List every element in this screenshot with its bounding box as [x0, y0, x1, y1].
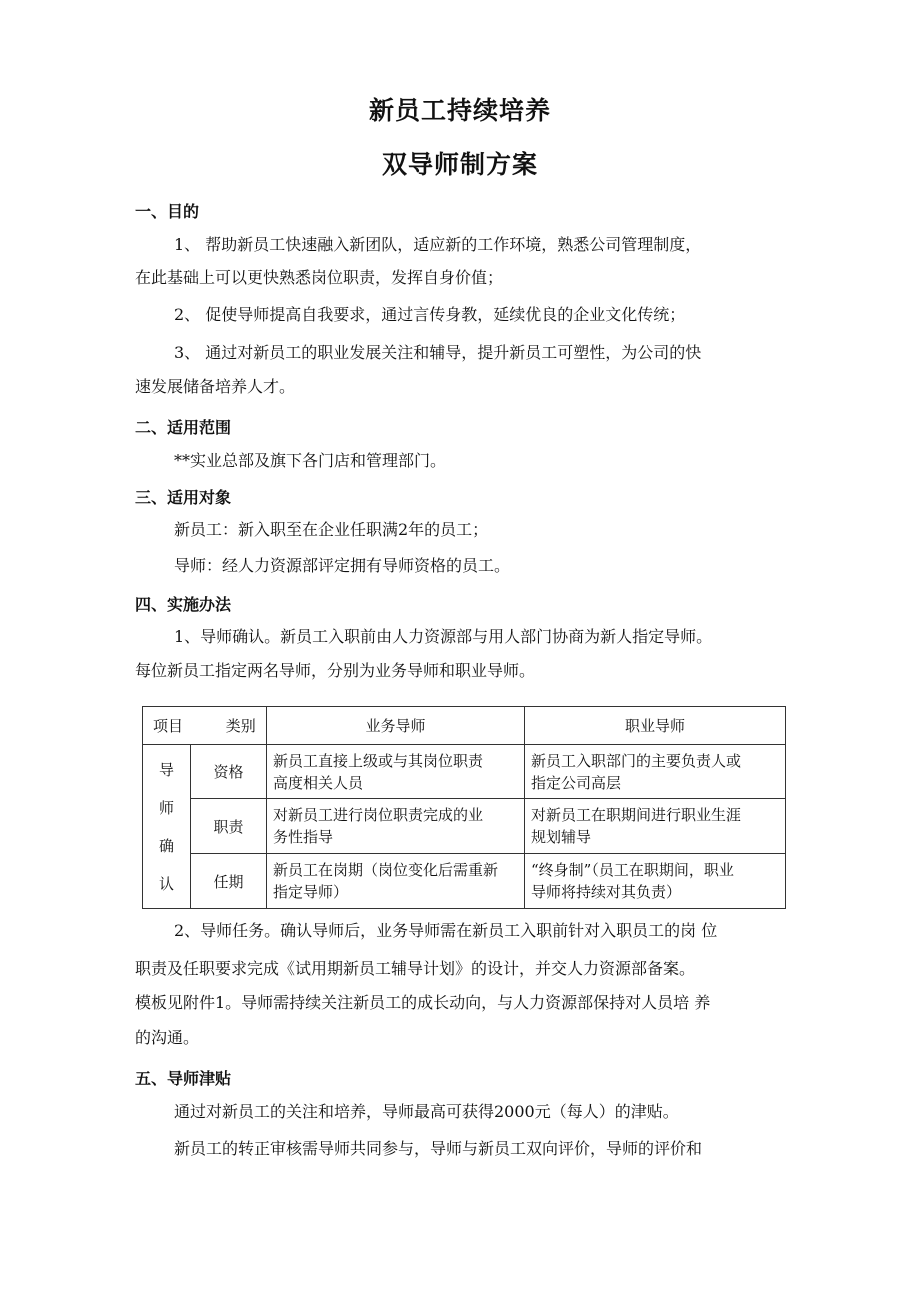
career-qualification	[525, 745, 786, 799]
cell-line: 高度相关人员	[273, 773, 364, 792]
table-row	[143, 799, 786, 854]
row-label-qualification: 资格	[191, 745, 267, 799]
career-term	[525, 854, 786, 909]
purpose-item-3-line-2: 速发展储备培养人才。	[135, 377, 296, 396]
section-heading-allowance: 五、导师津贴	[135, 1069, 232, 1088]
table-row	[143, 854, 786, 909]
purpose-item-1-line-1: 1、 帮助新员工快速融入新团队，适应新的工作环境，熟悉公司管理制度，	[174, 235, 702, 254]
section-heading-method: 四、实施办法	[135, 595, 232, 614]
cell-line: 规划辅导	[531, 828, 592, 846]
method-p2-line-4: 的沟通。	[135, 1028, 200, 1047]
method-p2-line-2: 职责及任职要求完成《试用期新员工辅导计划》的设计，并交人力资源部备案。	[135, 959, 696, 978]
cell-line: 新员工入职部门的主要负责人或	[531, 751, 742, 770]
scope-text: **实业总部及旗下各门店和管理部门。	[174, 451, 447, 470]
group-label-mentor-confirm	[143, 745, 191, 909]
header-item-label: 项目	[153, 717, 184, 735]
group-char: 确	[158, 836, 174, 855]
target-new-employee: 新员工：新入职至在企业任职满2年的员工；	[174, 520, 489, 539]
section-heading-scope: 二、适用范围	[135, 418, 232, 437]
group-char: 认	[158, 874, 174, 893]
business-term	[267, 854, 525, 909]
cell-line: 指定导师）	[273, 883, 349, 901]
section-heading-target: 三、适用对象	[135, 488, 232, 507]
row-label-duty: 职责	[191, 799, 267, 854]
purpose-item-2: 2、 促使导师提高自我要求，通过言传身教，延续优良的企业文化传统；	[174, 305, 686, 324]
method-p2-line-1: 2、导师任务。确认导师后，业务导师需在新员工入职前针对入职员工的岗 位	[174, 921, 718, 940]
cell-line: 对新员工进行岗位职责完成的业	[273, 806, 484, 824]
cell-line: 新员工直接上级或与其岗位职责	[273, 751, 484, 770]
header-item-category	[143, 707, 267, 745]
career-duty	[525, 799, 786, 854]
group-char: 师	[158, 798, 174, 817]
purpose-item-3-line-1: 3、 通过对新员工的职业发展关注和辅导，提升新员工可塑性，为公司的快	[174, 343, 702, 362]
cell-line: 指定公司高层	[531, 773, 622, 792]
method-p2-line-3: 模板见附件1。导师需持续关注新员工的成长动向，与人力资源部保持对人员培 养	[135, 993, 711, 1012]
method-p1-line-2: 每位新员工指定两名导师，分别为业务导师和职业导师。	[135, 661, 536, 680]
business-qualification	[267, 745, 525, 799]
cell-line: 导师将持续对其负责）	[531, 883, 682, 901]
document-subtitle: 双导师制方案	[381, 150, 538, 179]
business-duty	[267, 799, 525, 854]
purpose-item-1-line-2: 在此基础上可以更快熟悉岗位职责，发挥自身价值；	[135, 268, 504, 287]
method-p1-line-1: 1、导师确认。新员工入职前由人力资源部与用人部门协商为新人指定导师。	[174, 627, 713, 646]
cell-line: 对新员工在职期间进行职业生涯	[531, 806, 742, 824]
header-business-mentor: 业务导师	[267, 707, 525, 745]
row-label-term: 任期	[191, 854, 267, 909]
header-career-mentor: 职业导师	[525, 707, 786, 745]
allowance-text-2: 新员工的转正审核需导师共同参与，导师与新员工双向评价，导师的评价和	[174, 1139, 703, 1158]
target-mentor: 导师：经人力资源部评定拥有导师资格的员工。	[174, 556, 511, 575]
cell-line: “终身制”（员工在职期间，职业	[531, 861, 734, 879]
document-title: 新员工持续培养	[368, 96, 551, 125]
table-row	[143, 745, 786, 799]
cell-line: 新员工在岗期（岗位变化后需重新	[273, 861, 499, 879]
allowance-text-1: 通过对新员工的关注和培养，导师最高可获得2000元（每人）的津贴。	[174, 1102, 679, 1121]
section-heading-purpose: 一、目的	[135, 202, 200, 221]
group-char: 导	[158, 760, 174, 779]
table-header-row	[143, 707, 786, 745]
header-category-label: 类别	[225, 717, 256, 735]
cell-line: 务性指导	[273, 828, 334, 846]
mentor-table	[142, 706, 786, 909]
